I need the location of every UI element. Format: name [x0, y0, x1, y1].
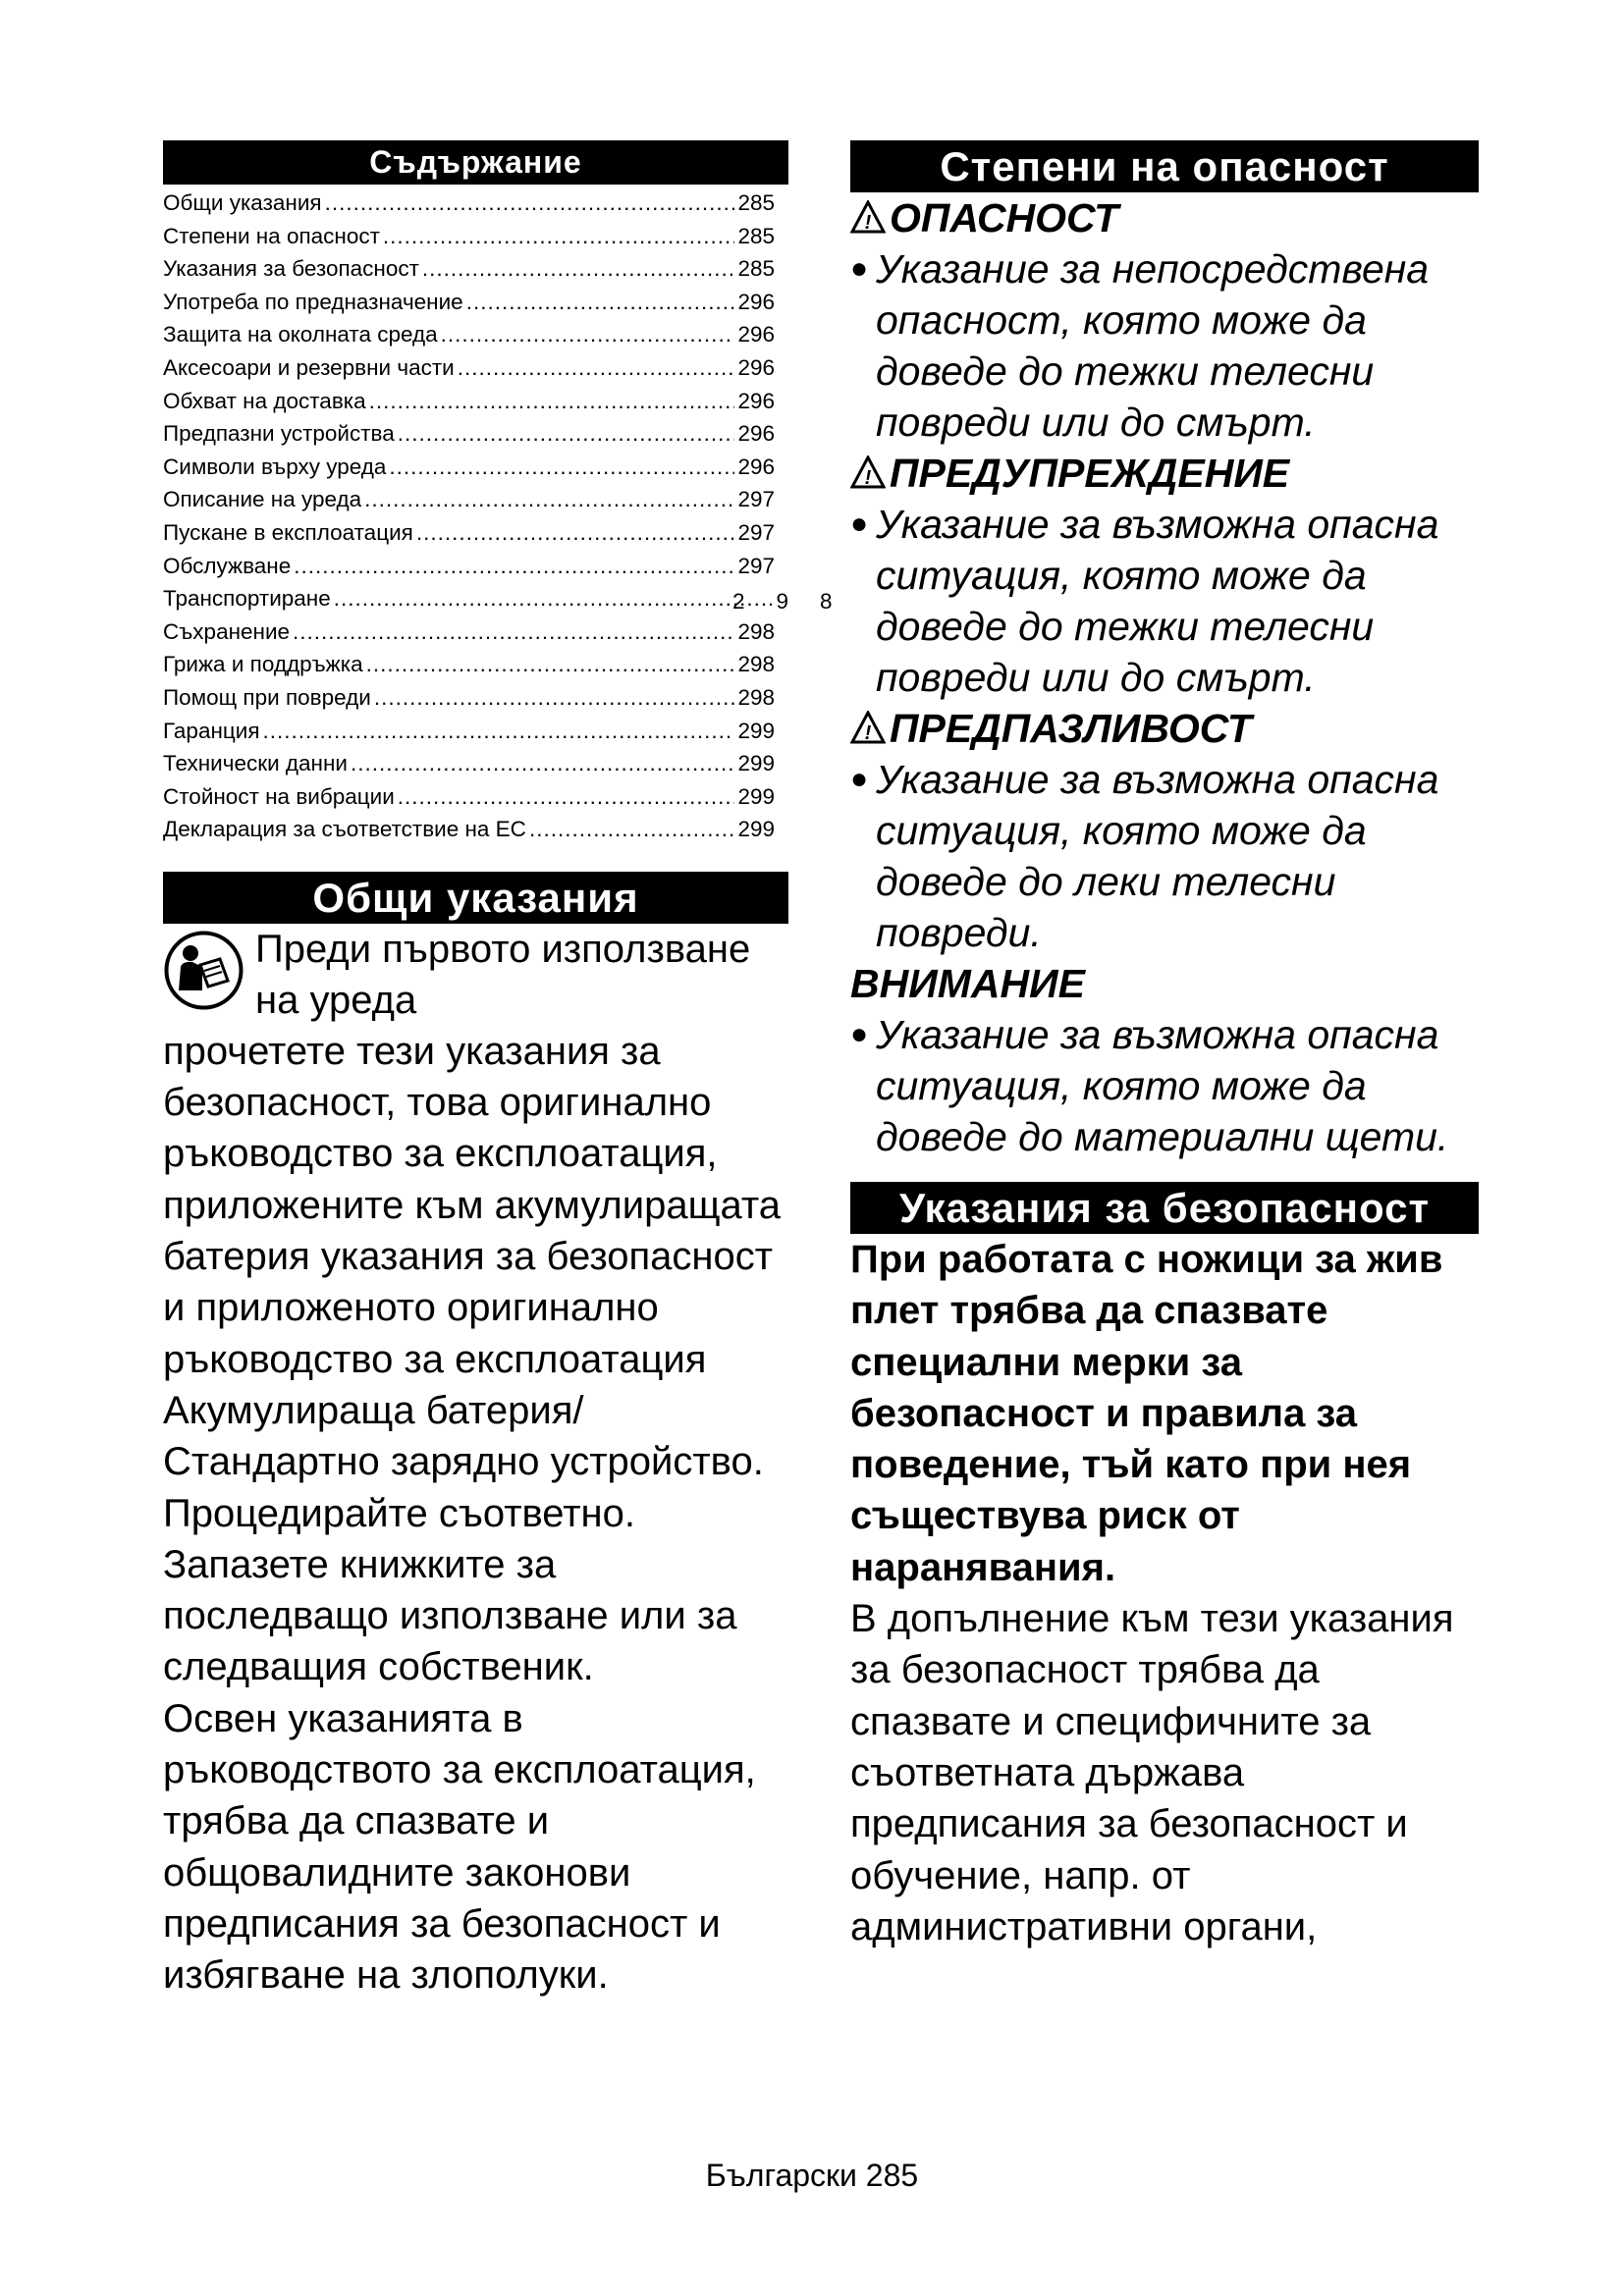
toc-entry-title: Пускане в експлоатация: [163, 519, 413, 545]
hazard-description: ● Указание за възможна опасна ситуация, която може да доведе до леки телесни повреди.: [850, 754, 1479, 958]
hazard-label: [850, 958, 1479, 1009]
toc-entry: [163, 224, 788, 257]
toc-entry-title: Защита на околната среда: [163, 322, 438, 347]
toc-entry-page: 297: [737, 519, 775, 545]
hazard-label: [850, 703, 1479, 754]
general-paragraph-2: Освен указанията в ръководството за експлоатация, трябва да спазвате и общовалидните законови предписания за безопасност и избягване на злополуки.: [163, 1696, 756, 1998]
hazards-heading: Степени на опасност: [850, 140, 1479, 192]
toc-leader-dots: [466, 290, 735, 315]
footer-language: Български: [705, 2158, 857, 2193]
toc-leader-dots: [374, 685, 735, 711]
toc-entry-page: 298: [737, 684, 775, 710]
toc-entry-page: 296: [737, 354, 775, 380]
warning-triangle-icon: [850, 200, 886, 234]
hazard-levels: [850, 192, 1479, 1162]
toc-entry: [163, 619, 788, 653]
toc-entry: [163, 751, 788, 784]
page-footer: [0, 2158, 1624, 2194]
toc-entry-page: 296: [737, 289, 775, 314]
hazard-label-text: ПРЕДПАЗЛИВОСТ: [890, 706, 1252, 751]
toc-leader-dots: [293, 619, 734, 645]
toc-entry-title: Стойност на вибрации: [163, 783, 395, 809]
toc-leader-dots: [398, 784, 735, 810]
toc-entry-page: 285: [737, 190, 775, 215]
toc-entry-page: 299: [737, 783, 775, 809]
toc-entry: [163, 256, 788, 290]
toc-entry: [163, 389, 788, 422]
warning-triangle-icon: [850, 455, 886, 489]
toc-entry-title: Символи върху уреда: [163, 454, 387, 479]
hazard-description: ● Указание за непосредствена опасност, която може да доведе до тежки телесни повреди или до смърт.: [850, 243, 1479, 448]
safety-heading: Указания за безопасност: [850, 1182, 1479, 1234]
toc-entry-title: Грижа и поддръжка: [163, 652, 363, 677]
toc-entry-title: Обхват на доставка: [163, 388, 366, 413]
stray-page-number: 298: [732, 589, 864, 614]
toc-entry-title: Помощ при повреди: [163, 684, 371, 710]
toc-leader-dots: [529, 817, 735, 842]
hazard-label-text: ВНИМАНИЕ: [850, 961, 1085, 1006]
toc-entry-title: Общи указания: [163, 190, 322, 215]
toc-entry: [163, 586, 788, 619]
toc-entry-title: Описание на уреда: [163, 487, 362, 512]
toc-entry: [163, 554, 788, 587]
toc-leader-dots: [416, 520, 735, 546]
toc-entry: [163, 652, 788, 685]
general-heading: Общи указания: [163, 872, 788, 924]
toc-leader-dots: [294, 554, 734, 579]
toc-leader-dots: [458, 355, 735, 381]
table-of-contents: [163, 190, 788, 850]
toc-leader-dots: [351, 751, 734, 776]
toc-entry: [163, 719, 788, 752]
toc-entry: [163, 290, 788, 323]
svg-text:!: !: [864, 467, 872, 489]
toc-entry-title: Обслужване: [163, 553, 292, 578]
toc-entry-page: 297: [737, 553, 775, 578]
safety-warning: При работата с ножици за жив плет трябва да спазвате специални мерки за безопасност и правила за поведение, тъй като при нея съществува риск от наранявания.: [850, 1238, 1443, 1589]
toc-entry-title: Предпазни устройства: [163, 421, 395, 447]
toc-entry-page: 285: [737, 223, 775, 248]
toc-entry-page: 299: [737, 718, 775, 743]
toc-entry-page: 297: [737, 487, 775, 512]
toc-entry: [163, 817, 788, 850]
toc-entry: [163, 322, 788, 355]
toc-entry-title: Степени на опасност: [163, 223, 380, 248]
hazard-description: ● Указание за възможна опасна ситуация, която може да доведе до тежки телесни повреди или до смърт.: [850, 499, 1479, 703]
toc-leader-dots: [369, 389, 735, 414]
hazard-label-text: ПРЕДУПРЕЖДЕНИЕ: [890, 451, 1290, 496]
hazard-label: [850, 192, 1479, 243]
toc-entry-page: 296: [737, 421, 775, 447]
toc-entry-title: Гаранция: [163, 718, 260, 743]
toc-entry: [163, 454, 788, 488]
toc-entry-page: 296: [737, 322, 775, 347]
toc-entry: [163, 190, 788, 224]
toc-leader-dots: [364, 487, 734, 512]
hazard-description: ● Указание за възможна опасна ситуация, която може да доведе до материални щети.: [850, 1009, 1479, 1162]
toc-leader-dots: [389, 454, 734, 480]
toc-heading: Съдържание: [163, 140, 788, 185]
toc-leader-dots: [441, 322, 735, 347]
read-manual-icon: [163, 930, 244, 1011]
hazard-label-text: ОПАСНОСТ: [890, 195, 1119, 240]
toc-entry-title: Съхранение: [163, 618, 291, 644]
right-column: [850, 140, 1479, 1952]
svg-text:!: !: [864, 722, 872, 744]
toc-entry: [163, 487, 788, 520]
toc-entry-title: Указания за безопасност: [163, 256, 419, 282]
toc-entry: [163, 421, 788, 454]
toc-leader-dots: [422, 256, 735, 282]
toc-leader-dots: [263, 719, 735, 744]
toc-entry-page: 299: [737, 751, 775, 776]
toc-entry-page: 298: [737, 618, 775, 644]
general-intro-first: Преди първото използване на уреда: [255, 927, 751, 1022]
toc-leader-dots: [325, 190, 735, 216]
toc-entry: [163, 685, 788, 719]
toc-entry-page: 298: [737, 652, 775, 677]
warning-triangle-icon: [850, 711, 886, 744]
toc-entry-page: 296: [737, 454, 775, 479]
left-column: [163, 140, 788, 2002]
toc-entry: [163, 520, 788, 554]
toc-leader-dots: [383, 224, 735, 249]
toc-entry-title: Декларация за съответствие на ЕС: [163, 817, 526, 842]
toc-entry-page: 285: [737, 256, 775, 282]
toc-entry: [163, 784, 788, 818]
general-intro-rest: прочетете тези указания за безопасност, това оригинално ръководство за експлоатация, приложените към акумулиращата батерия указания за безопасност и приложеното оригинално ръководство за експлоатация Акумулираща батерия/ Стандартно зарядно устройство. Процедирайте съответно. Запазете книжките за последващо използване или за следващия собственик.: [163, 1029, 782, 1689]
toc-entry-title: Транспортиране: [163, 586, 331, 612]
footer-page-number: 285: [865, 2158, 919, 2193]
toc-entry-page: 296: [737, 388, 775, 413]
safety-text: В допълнение към тези указания за безопасност трябва да спазвате и специфичните за съответната държава предписания за безопасност и обучение, напр. от административни органи,: [850, 1597, 1454, 1949]
toc-entry-title: Употреба по предназначение: [163, 289, 463, 314]
toc-leader-dots: [398, 421, 735, 447]
toc-entry-title: Аксесоари и резервни части: [163, 354, 455, 380]
toc-entry: [163, 355, 788, 389]
hazard-label: [850, 448, 1479, 499]
toc-entry-page: 299: [737, 817, 775, 842]
toc-entry-title: Технически данни: [163, 751, 348, 776]
toc-leader-dots: [366, 652, 735, 677]
toc-leader-dots: [334, 586, 772, 612]
svg-text:!: !: [864, 212, 872, 234]
general-intro: [163, 924, 788, 2002]
